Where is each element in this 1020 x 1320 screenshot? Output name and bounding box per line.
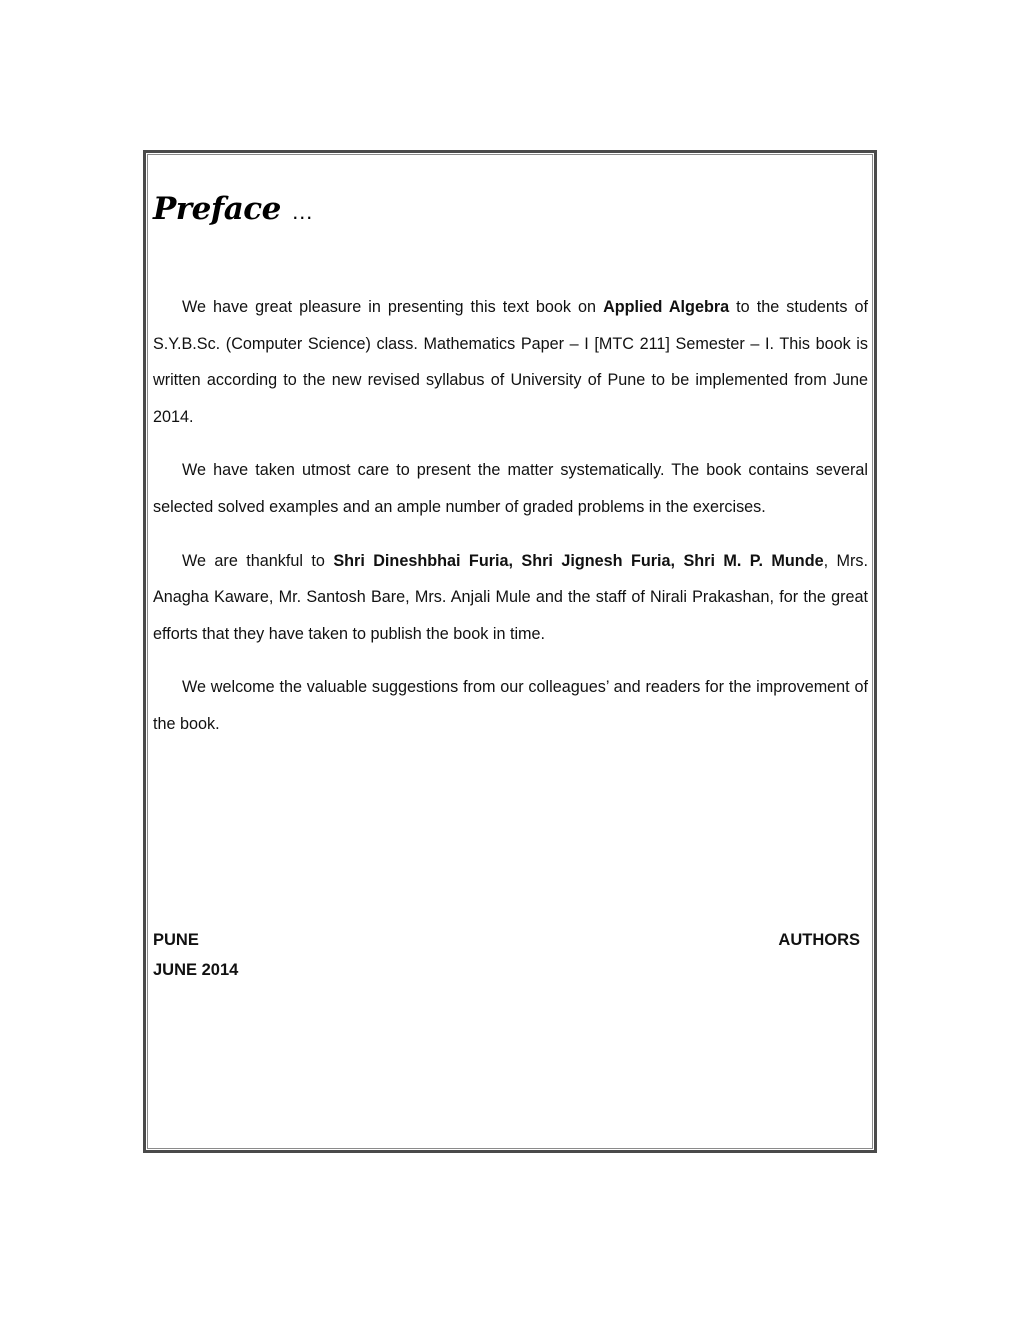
page-border-frame (143, 150, 877, 1153)
title-ellipsis: … (291, 199, 313, 224)
thanked-names-bold: Shri Dineshbhai Furia, Shri Jignesh Furia, Shri M. P. Munde (333, 551, 824, 570)
title-text: Preface (153, 191, 281, 227)
paragraph-thanks (153, 543, 868, 653)
paragraph-thanks-text-c: , Mrs. Anagha Kaware, Mr. Santosh Bare, Mrs. Anjali Mule and the staff of Nirali Prakashan, for the great efforts that they have taken to publish the book in time. (153, 551, 868, 643)
paragraph-care: We have taken utmost care to present the matter systematically. The book contains several selected solved examples and an ample number of graded problems in the exercises. (153, 461, 868, 516)
paragraph-intro-text-c: to the students of S.Y.B.Sc. (Computer Science) class. Mathematics Paper – I [MTC 211] Semester – I. This book is written according to the new revised syllabus of University of Pune to be implemented from June 2014. (153, 298, 868, 426)
paragraph-intro-text-a: We have great pleasure in presenting this text book on (182, 298, 604, 316)
signature-authors: AUTHORS (778, 931, 860, 949)
signature-block (153, 925, 860, 985)
paragraph-intro (153, 289, 868, 435)
book-title-bold: Applied Algebra (603, 298, 730, 316)
page-title (153, 191, 313, 227)
paragraph-suggestions: We welcome the valuable suggestions from our colleagues’ and readers for the improvement of the book. (153, 678, 868, 733)
paragraph-thanks-text-a: We are thankful to (182, 551, 334, 570)
signature-date: JUNE 2014 (153, 961, 239, 979)
preface-body (153, 289, 868, 760)
signature-row (153, 925, 860, 955)
signature-place: PUNE (153, 931, 199, 949)
